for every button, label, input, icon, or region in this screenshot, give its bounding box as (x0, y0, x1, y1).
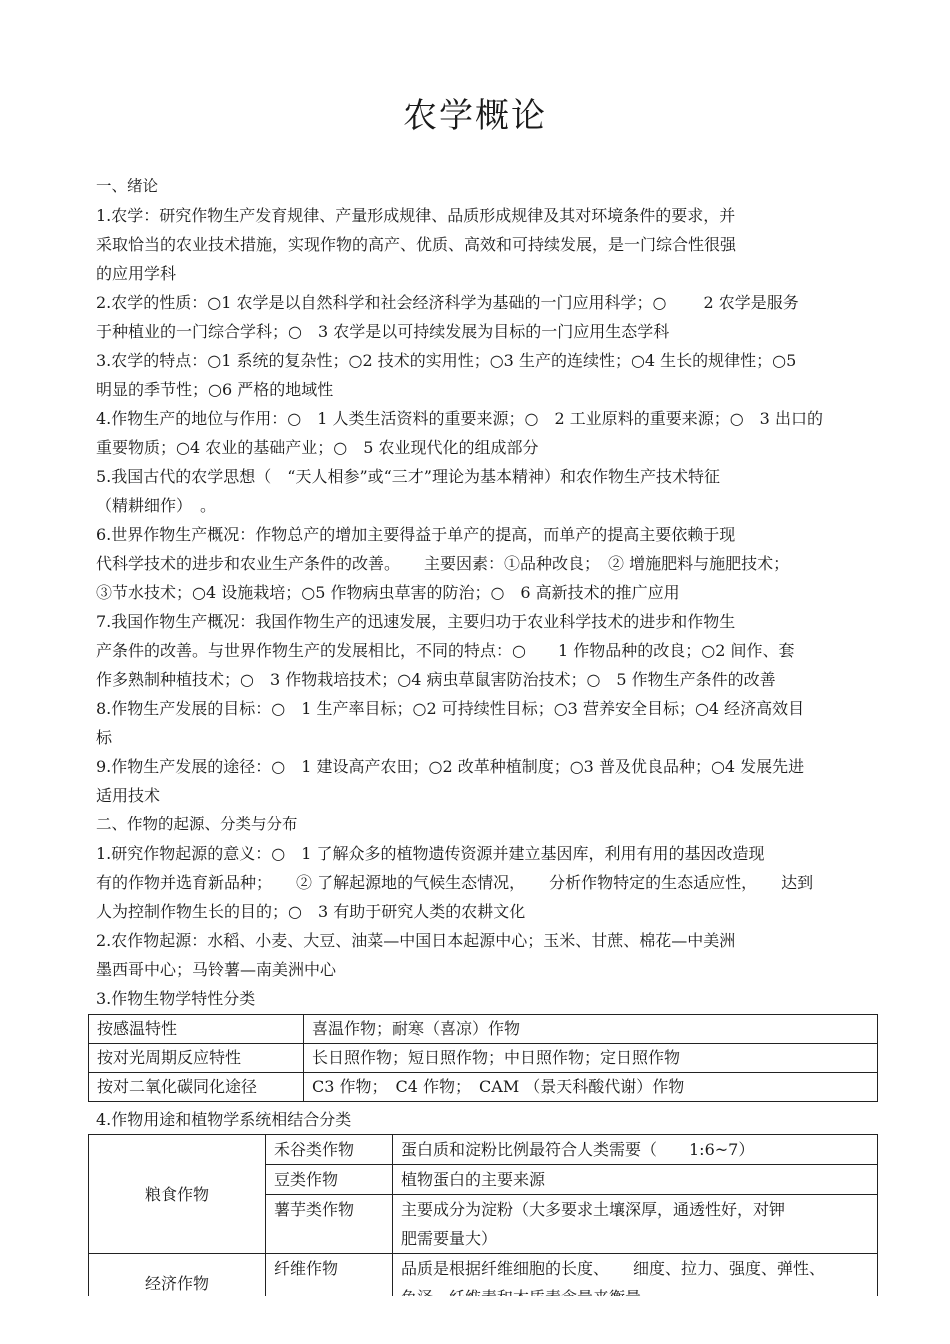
table-row (89, 1044, 878, 1073)
table-cell: 薯芋类作物 (266, 1195, 393, 1254)
table-row (89, 1073, 878, 1102)
group-cell: 粮食作物 (89, 1135, 266, 1254)
table-cell: 禾谷类作物 (266, 1135, 393, 1165)
table-cell: 肥需要量大） (393, 1224, 878, 1254)
paragraph-line: 9.作物生产发展的途径：○ 1 建设高产农田；○2 改革种植制度；○3 普及优良品种；○4 发展先进 (96, 757, 805, 776)
table-cell: 按对二氧化碳同化途径 (89, 1073, 304, 1102)
paragraph-line: 7.我国作物生产概况：我国作物生产的迅速发展，主要归功于农业科学技术的进步和作物生 (96, 612, 736, 631)
table-cell: 长日照作物；短日照作物；中日照作物；定日照作物 (304, 1044, 878, 1073)
table-cell: 豆类作物 (266, 1165, 393, 1195)
paragraph-line: ③节水技术；○4 设施栽培；○5 作物病虫草害的防治；○ 6 高新技术的推广应用 (96, 583, 680, 602)
table-cell: 品质是根据纤维细胞的长度、 细度、拉力、强度、弹性、 (393, 1254, 878, 1284)
table-cell: 纤维作物 (266, 1254, 393, 1313)
paragraph-line: 3.农学的特点：○1 系统的复杂性；○2 技术的实用性；○3 生产的连续性；○4 生长的规律性；○5 (96, 351, 797, 370)
paragraph-line: 明显的季节性；○6 严格的地域性 (96, 380, 334, 399)
paragraph-line: 2.农学的性质：○1 农学是以自然科学和社会经济科学为基础的一门应用科学；○ 2 农学是服务 (96, 293, 799, 312)
paragraph-line: 产条件的改善。与世界作物生产的发展相比，不同的特点：○ 1 作物品种的改良；○2 间作、套 (96, 641, 795, 660)
table-row (89, 1015, 878, 1044)
table-cell: 植物蛋白的主要来源 (393, 1165, 878, 1195)
use-classification-table (88, 1134, 878, 1313)
paragraph-line: 5.我国古代的农学思想（ “天人相参”或“三才”理论为基本精神）和农作物生产技术特征 (96, 467, 720, 486)
group-cell: 经济作物 (89, 1254, 266, 1313)
section-heading: 二、作物的起源、分类与分布 (96, 815, 298, 833)
biology-classification-table (88, 1014, 878, 1102)
paragraph-line: 6.世界作物生产概况：作物总产的增加主要得益于单产的提高，而单产的提高主要依赖于现 (96, 525, 736, 544)
table-row (89, 1254, 878, 1284)
paragraph-line: 8.作物生产发展的目标：○ 1 生产率目标；○2 可持续性目标；○3 营养安全目标；○4 经济高效目 (96, 699, 805, 718)
paragraph-line: 适用技术 (96, 786, 161, 805)
table-cell: C3 作物； C4 作物； CAM （景天科酸代谢）作物 (304, 1073, 878, 1102)
paragraph-line: 于种植业的一门综合学科；○ 3 农学是以可持续发展为目标的一门应用生态学科 (96, 322, 670, 341)
table-cell: 主要成分为淀粉（大多要求土壤深厚，通透性好，对钾 (393, 1195, 878, 1225)
paragraph-line: 标 (96, 728, 113, 747)
paragraph-line: 人为控制作物生长的目的；○ 3 有助于研究人类的农耕文化 (96, 902, 526, 921)
paragraph-line: 的应用学科 (96, 264, 177, 283)
table-cell: 喜温作物；耐寒（喜凉）作物 (304, 1015, 878, 1044)
paragraph-line: 重要物质；○4 农业的基础产业；○ 5 农业现代化的组成部分 (96, 438, 539, 457)
page-title: 农学概论 (403, 96, 547, 136)
section-heading: 一、绪论 (96, 177, 159, 195)
subsection-heading: 4.作物用途和植物学系统相结合分类 (96, 1110, 352, 1129)
page-cutoff (0, 1296, 950, 1344)
subsection-heading: 3.作物生物学特性分类 (96, 989, 256, 1008)
table-row (89, 1135, 878, 1165)
paragraph-line: 4.作物生产的地位与作用：○ 1 人类生活资料的重要来源；○ 2 工业原料的重要来源；○ 3 出口的 (96, 409, 823, 428)
paragraph-line: 代科学技术的进步和农业生产条件的改善。 主要因素：①品种改良； ② 增施肥料与施肥技术； (96, 554, 790, 573)
table-cell: 按感温特性 (89, 1015, 304, 1044)
table-cell: 蛋白质和淀粉比例最符合人类需要（ 1:6~7） (393, 1135, 878, 1165)
paragraph-line: 1.农学：研究作物生产发育规律、产量形成规律、品质形成规律及其对环境条件的要求，并 (96, 206, 736, 225)
paragraph-line: 1.研究作物起源的意义：○ 1 了解众多的植物遗传资源并建立基因库，利用有用的基因改造现 (96, 844, 765, 863)
paragraph-line: 2.农作物起源：水稻、小麦、大豆、油菜—中国日本起源中心；玉米、甘蔗、棉花—中美洲 (96, 931, 736, 950)
paragraph-line: 作多熟制种植技术；○ 3 作物栽培技术；○4 病虫草鼠害防治技术；○ 5 作物生产条件的改善 (96, 670, 776, 689)
body-text (96, 172, 866, 1013)
paragraph-line: 有的作物并选育新品种； ② 了解起源地的气候生态情况， 分析作物特定的生态适应性， 达到 (96, 873, 814, 892)
paragraph-line: 墨西哥中心；马铃薯—南美洲中心 (96, 960, 337, 979)
table-cell: 按对光周期反应特性 (89, 1044, 304, 1073)
paragraph-line: （精耕细作） 。 (96, 496, 217, 515)
paragraph-line: 采取恰当的农业技术措施，实现作物的高产、优质、高效和可持续发展，是一门综合性很强 (96, 235, 737, 254)
